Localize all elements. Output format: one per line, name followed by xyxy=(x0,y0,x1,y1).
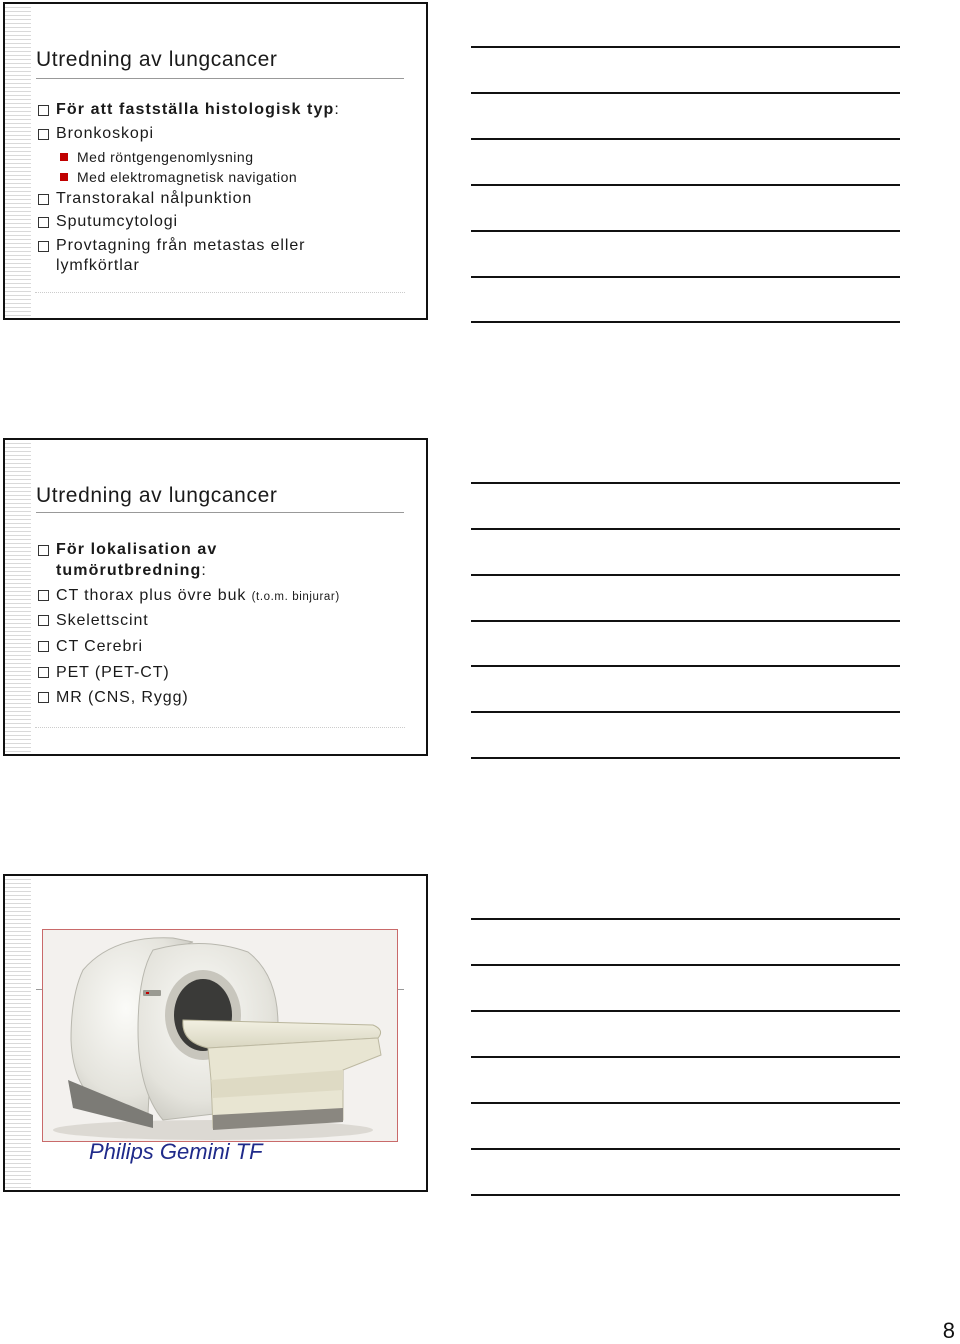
list-item: Transtorakal nålpunktion xyxy=(56,190,253,207)
list-item: CT thorax plus övre buk (t.o.m. binjurar) xyxy=(56,587,340,604)
list-item-continuation: tumörutbredning: xyxy=(56,562,207,579)
note-line xyxy=(471,46,900,48)
note-line xyxy=(471,620,900,622)
slide-1 xyxy=(3,2,428,320)
note-line xyxy=(471,276,900,278)
note-line xyxy=(471,964,900,966)
box-bullet-icon xyxy=(38,217,49,228)
slide-title: Utredning av lungcancer xyxy=(36,48,278,71)
note-line xyxy=(471,1102,900,1104)
title-rule xyxy=(36,512,404,513)
note-line xyxy=(471,92,900,94)
note-line xyxy=(471,230,900,232)
pet-ct-scanner-image xyxy=(42,929,398,1142)
note-line xyxy=(471,757,900,759)
note-line xyxy=(471,184,900,186)
note-line xyxy=(471,918,900,920)
bottom-rule xyxy=(35,292,405,293)
box-bullet-icon xyxy=(38,105,49,116)
list-item: För att fastställa histologisk typ: xyxy=(56,101,340,118)
note-line xyxy=(471,1148,900,1150)
box-bullet-icon xyxy=(38,590,49,601)
note-line xyxy=(471,321,900,323)
pet-ct-scanner-illustration xyxy=(43,930,398,1142)
list-item: Provtagning från metastas eller xyxy=(56,237,306,254)
box-bullet-icon xyxy=(38,545,49,556)
list-item: Bronkoskopi xyxy=(56,125,154,142)
title-rule xyxy=(36,78,404,79)
indicator-light-icon xyxy=(146,992,149,994)
list-item: Skelettscint xyxy=(56,612,149,629)
square-bullet-icon xyxy=(60,173,68,181)
note-line xyxy=(471,711,900,713)
square-bullet-icon xyxy=(60,153,68,161)
sub-list-item: Med elektromagnetisk navigation xyxy=(77,169,298,185)
list-item: PET (PET-CT) xyxy=(56,664,170,681)
slide-3 xyxy=(3,874,428,1192)
list-item: CT Cerebri xyxy=(56,638,143,655)
note-line xyxy=(471,1010,900,1012)
note-line xyxy=(471,482,900,484)
box-bullet-icon xyxy=(38,667,49,678)
list-item: Sputumcytologi xyxy=(56,213,178,230)
note-line xyxy=(471,1056,900,1058)
list-item: För lokalisation av xyxy=(56,541,218,558)
page-number: 8 xyxy=(942,1318,955,1343)
sub-list-item: Med röntgengenomlysning xyxy=(77,149,254,165)
note-line xyxy=(471,1194,900,1196)
box-bullet-icon xyxy=(38,615,49,626)
box-bullet-icon xyxy=(38,641,49,652)
box-bullet-icon xyxy=(38,194,49,205)
box-bullet-icon xyxy=(38,692,49,703)
box-bullet-icon xyxy=(38,129,49,140)
note-line xyxy=(471,138,900,140)
image-caption: Philips Gemini TF xyxy=(89,1139,263,1164)
box-bullet-icon xyxy=(38,241,49,252)
bottom-rule xyxy=(35,727,405,728)
control-panel-icon xyxy=(143,990,161,996)
note-line xyxy=(471,574,900,576)
slide-title: Utredning av lungcancer xyxy=(36,484,278,507)
note-line xyxy=(471,528,900,530)
list-item: MR (CNS, Rygg) xyxy=(56,689,189,706)
slide-2 xyxy=(3,438,428,756)
list-item-continuation: lymfkörtlar xyxy=(56,257,140,274)
note-line xyxy=(471,665,900,667)
